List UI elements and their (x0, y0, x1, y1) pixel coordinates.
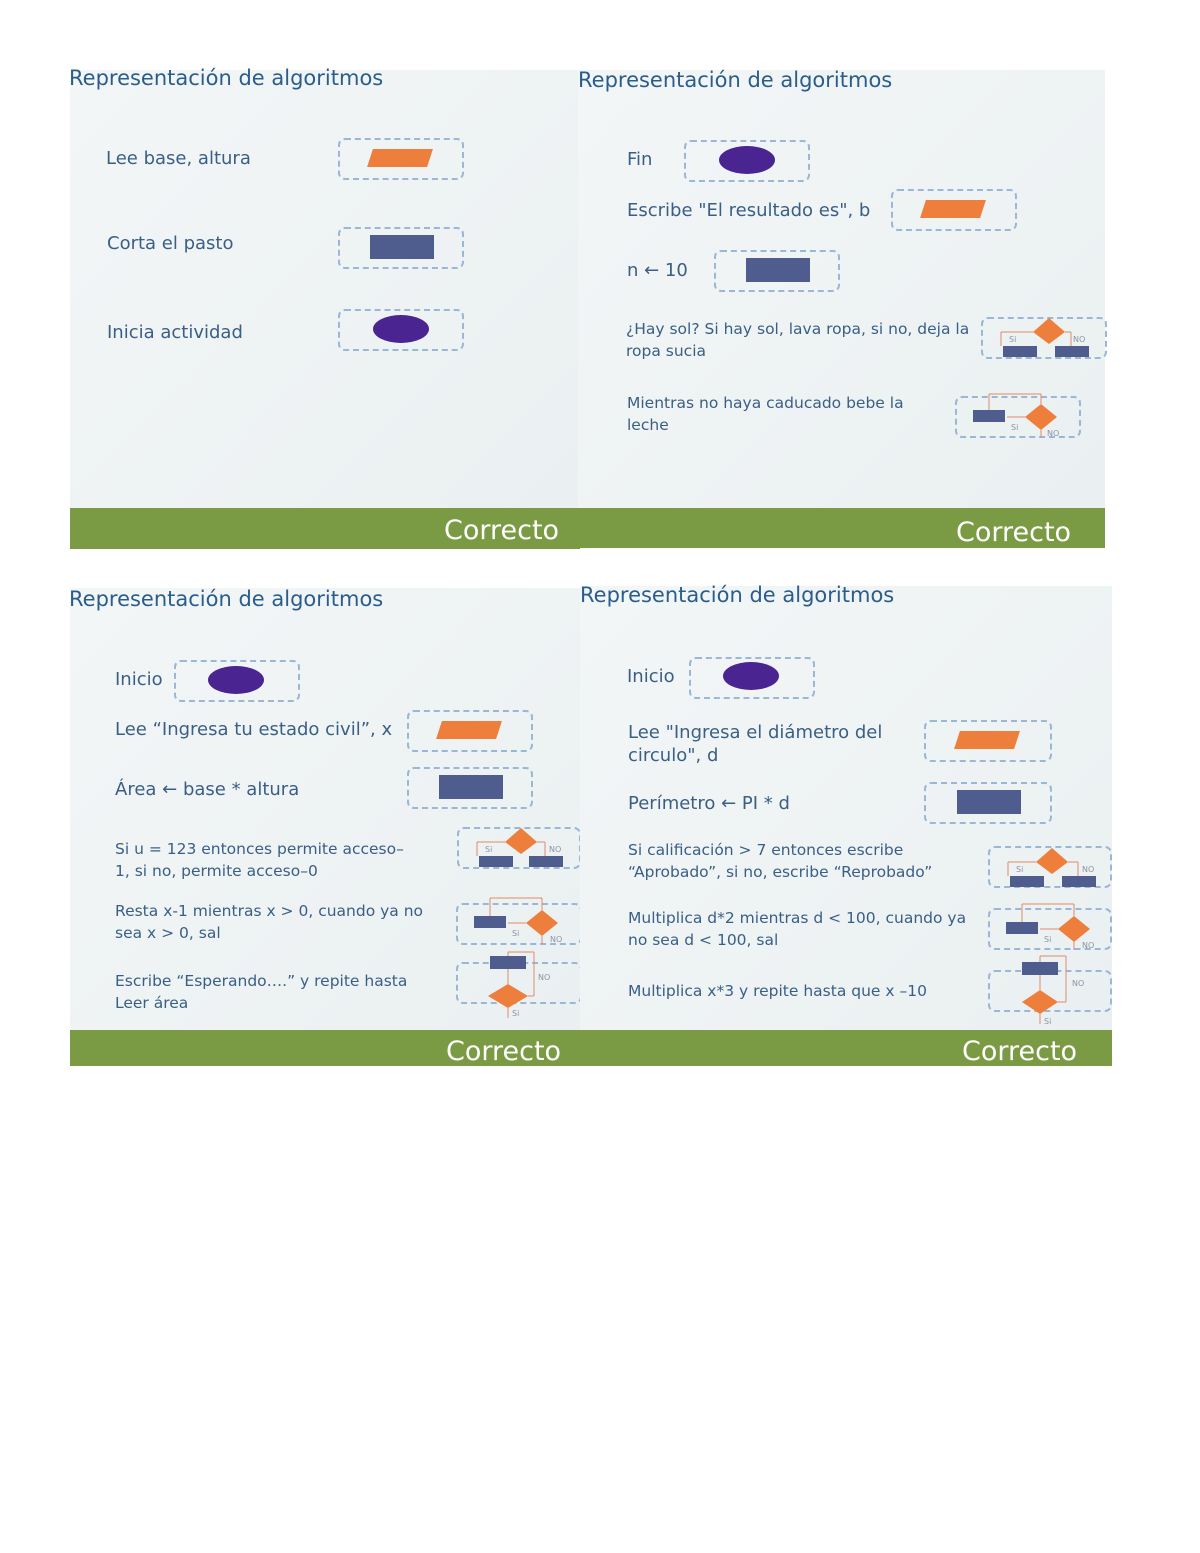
yes-label: Si (512, 1009, 520, 1018)
repeat-loop-diagram (988, 954, 1112, 1028)
while-loop-diagram (988, 900, 1112, 954)
panel-title: Representación de algoritmos (580, 583, 895, 607)
yes-label: Si (1011, 423, 1019, 432)
item-text: Inicio (115, 669, 163, 690)
item-text: n ← 10 (627, 260, 688, 281)
footer-label: Correcto (962, 1036, 1078, 1067)
parallelogram-shape (920, 200, 986, 218)
no-label: NO (550, 935, 563, 944)
yes-label: Si (1044, 935, 1052, 944)
item-text: Corta el pasto (107, 233, 234, 254)
panel-1 (70, 70, 580, 508)
item-text: Escribe “Esperando….” y repite hasta Leer área (115, 972, 408, 1012)
item-text: Mientras no haya caducado bebe la leche (627, 394, 904, 434)
yes-label: Si (1044, 1017, 1052, 1026)
no-label: NO (1047, 429, 1060, 438)
parallelogram-shape (954, 731, 1020, 749)
oval-shape (723, 662, 779, 690)
footer-label: Correcto (446, 1036, 562, 1067)
oval-shape (719, 146, 775, 174)
item-text: Perímetro ← PI * d (628, 793, 790, 814)
item-text: Resta x-1 mientras x > 0, cuando ya no sea x > 0, sal (115, 902, 424, 942)
decision-diagram (981, 312, 1107, 362)
oval-shape (208, 666, 264, 694)
panel-title: Representación de algoritmos (69, 587, 384, 611)
item-text: Área ← base * altura (115, 779, 300, 800)
item-text: Si u = 123 entonces permite acceso–1, si no, permite acceso–0 (115, 840, 404, 880)
parallelogram-shape (436, 721, 502, 739)
item-text: Fin (627, 149, 653, 170)
no-label: NO (1082, 865, 1095, 874)
item-text: Inicio (627, 666, 675, 687)
item-text: Lee “Ingresa tu estado civil”, x (115, 719, 393, 740)
while-loop-diagram (456, 894, 582, 948)
item-text: Escribe "El resultado es", b (627, 200, 871, 221)
decision-diagram (988, 842, 1112, 892)
item-text: Inicia actividad (107, 322, 243, 343)
oval-shape (373, 315, 429, 343)
no-label: NO (1082, 941, 1095, 950)
no-label: NO (1072, 979, 1085, 988)
no-label: NO (538, 973, 551, 982)
while-loop-diagram (955, 390, 1081, 442)
rectangle-shape (439, 775, 503, 799)
item-text: Multiplica d*2 mientras d < 100, cuando ya no sea d < 100, sal (628, 909, 967, 949)
item-text: Si calificación > 7 entonces escribe “Aprobado”, si no, escribe “Reprobado” (628, 841, 933, 881)
item-text: Lee "Ingresa el diámetro del circulo", d (628, 722, 883, 766)
panel-title: Representación de algoritmos (69, 66, 384, 90)
no-label: NO (1073, 335, 1086, 344)
panel-2 (578, 70, 1105, 508)
decision-diagram (457, 824, 581, 872)
item-text: Lee base, altura (106, 148, 251, 169)
yes-label: Si (1009, 335, 1017, 344)
no-label: NO (549, 845, 562, 854)
item-text: Multiplica x*3 y repite hasta que x –10 (628, 982, 927, 1000)
rectangle-shape (370, 235, 434, 259)
yes-label: Si (512, 929, 520, 938)
yes-label: Si (1016, 865, 1024, 874)
item-text: ¿Hay sol? Si hay sol, lava ropa, si no, deja la ropa sucia (626, 320, 970, 360)
yes-label: Si (485, 845, 493, 854)
parallelogram-shape (367, 149, 433, 167)
footer-label: Correcto (956, 517, 1072, 548)
repeat-loop-diagram (456, 950, 582, 1022)
rectangle-shape (746, 258, 810, 282)
rectangle-shape (957, 790, 1021, 814)
panel-title: Representación de algoritmos (578, 68, 893, 92)
footer-label: Correcto (444, 515, 560, 546)
